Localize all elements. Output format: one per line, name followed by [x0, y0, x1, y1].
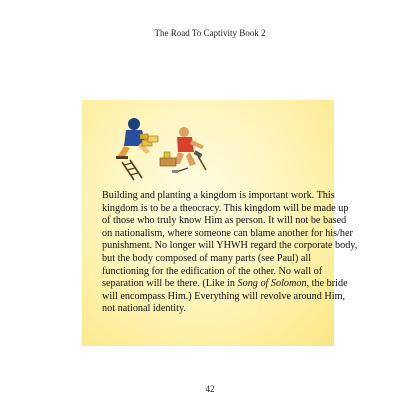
body-line-with-italic: [102, 278, 348, 291]
body-line-part: separation will be there. (Like in: [102, 278, 238, 290]
body-line-part: , the bride: [306, 278, 348, 290]
body-paragraph: [102, 190, 358, 316]
body-line: kingdom is to be a theocracy. This kingdom will be made up: [102, 202, 349, 214]
body-line: not national identity.: [102, 303, 186, 315]
content-panel: [82, 100, 358, 346]
body-line: on nationalism, where someone can blame another for his/her: [102, 227, 353, 239]
body-line: but the body composed of many parts (see Paul) all: [102, 252, 312, 264]
page-number: 42: [205, 384, 215, 394]
page-header-title: The Road To Captivity Book 2: [154, 28, 266, 38]
body-line: functioning for the edification of the other. No wall of: [102, 265, 323, 277]
italic-book-title: Song of Solomon: [237, 278, 307, 290]
body-line: of those who truly know Him as person. It will not be based: [102, 215, 347, 227]
body-line: punishment. No longer will YHWH regard the corporate body,: [102, 240, 358, 252]
body-line: will encompass Him.) Everything will revolve around Him,: [102, 290, 346, 302]
body-line: Building and planting a kingdom is important work. This: [102, 190, 335, 201]
builders-clipart-icon: [112, 112, 212, 182]
